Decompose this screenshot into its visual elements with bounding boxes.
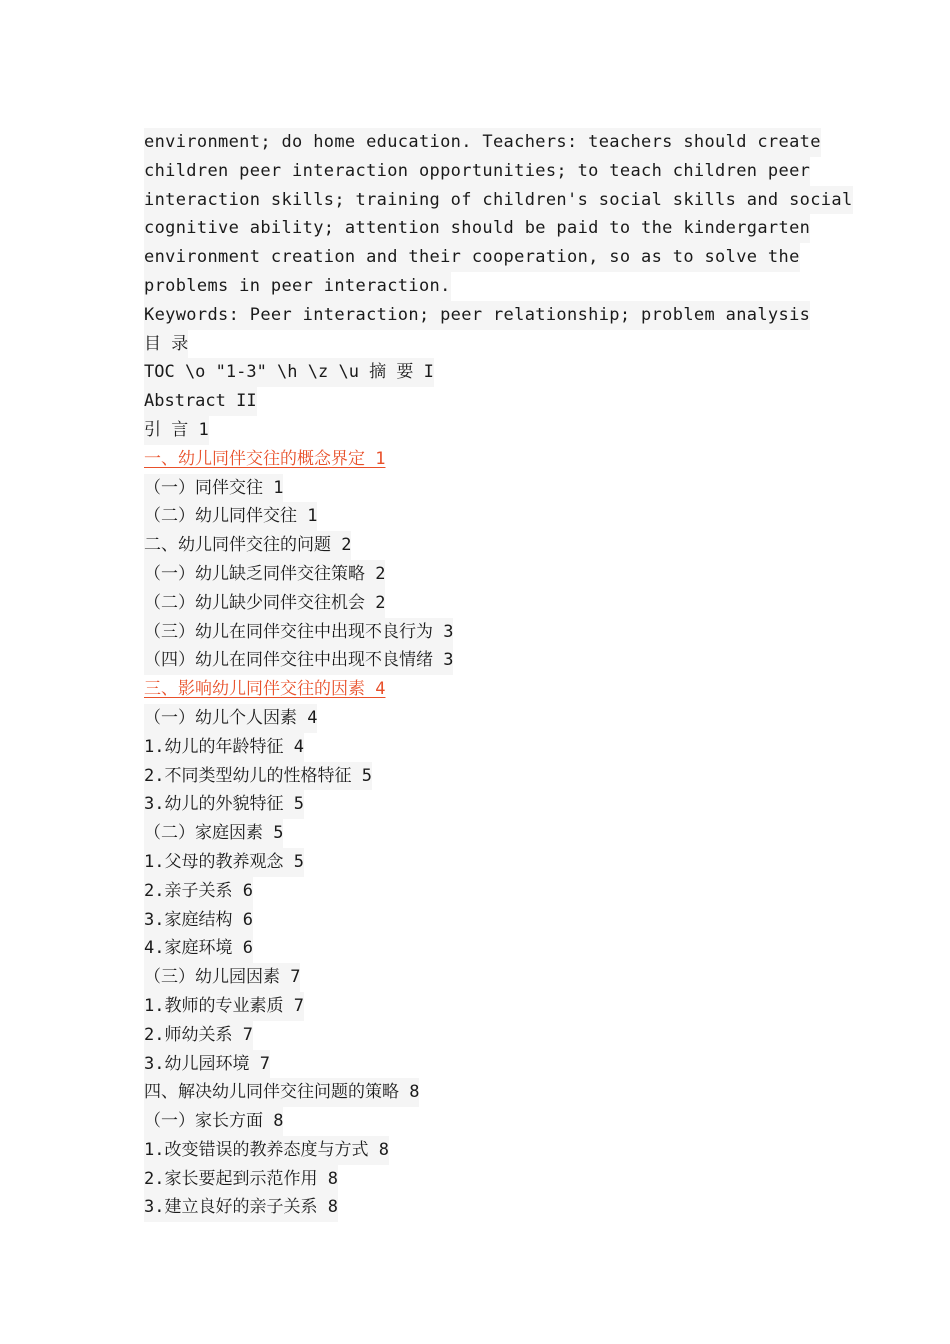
toc-heading: 目 录 — [144, 330, 188, 359]
toc-entry-link[interactable]: 三、影响幼儿同伴交往的因素 4 — [144, 679, 386, 700]
toc-entry: 2.亲子关系 6 — [144, 877, 253, 906]
toc-entry: 4.家庭环境 6 — [144, 934, 253, 963]
toc-entry: 四、解决幼儿同伴交往问题的策略 8 — [144, 1078, 419, 1107]
abstract-section — [144, 128, 853, 330]
abstract-line: environment; do home education. Teachers: teachers should create — [144, 128, 821, 157]
toc-entry: （二）幼儿同伴交往 1 — [144, 502, 317, 531]
toc-entry: 2.不同类型幼儿的性格特征 5 — [144, 762, 372, 791]
abstract-line: problems in peer interaction. — [144, 272, 451, 301]
toc-entry: 2.家长要起到示范作用 8 — [144, 1165, 338, 1194]
toc-entry: 引 言 1 — [144, 416, 209, 445]
toc-entry: （一）幼儿个人因素 4 — [144, 704, 317, 733]
table-of-contents — [144, 330, 844, 1223]
toc-entry: 3.建立良好的亲子关系 8 — [144, 1193, 338, 1222]
toc-entry: （二）幼儿缺少同伴交往机会 2 — [144, 589, 385, 618]
toc-entry-list — [144, 387, 844, 1222]
abstract-line: interaction skills; training of children's social skills and social — [144, 186, 853, 215]
toc-entry: （三）幼儿园因素 7 — [144, 963, 300, 992]
toc-entry: 3.幼儿的外貌特征 5 — [144, 790, 304, 819]
abstract-line: cognitive ability; attention should be paid to the kindergarten — [144, 214, 810, 243]
toc-entry: （四）幼儿在同伴交往中出现不良情绪 3 — [144, 646, 453, 675]
abstract-line: environment creation and their cooperation, so as to solve the — [144, 243, 800, 272]
toc-entry: 二、幼儿同伴交往的问题 2 — [144, 531, 351, 560]
toc-entry: （三）幼儿在同伴交往中出现不良行为 3 — [144, 618, 453, 647]
toc-entry: 1.改变错误的教养态度与方式 8 — [144, 1136, 389, 1165]
toc-entry: 3.幼儿园环境 7 — [144, 1050, 270, 1079]
toc-entry: 1.父母的教养观念 5 — [144, 848, 304, 877]
document-page — [144, 128, 853, 1222]
toc-field-code: TOC \o "1-3" \h \z \u 摘 要 I — [144, 358, 434, 387]
abstract-line: children peer interaction opportunities; to teach children peer — [144, 157, 810, 186]
toc-entry: 3.家庭结构 6 — [144, 906, 253, 935]
toc-entry: 2.师幼关系 7 — [144, 1021, 253, 1050]
toc-entry: （一）同伴交往 1 — [144, 474, 283, 503]
toc-entry: 1.教师的专业素质 7 — [144, 992, 304, 1021]
toc-entry-link[interactable]: 一、幼儿同伴交往的概念界定 1 — [144, 448, 386, 469]
keywords-line: Keywords: Peer interaction; peer relationship; problem analysis — [144, 301, 810, 330]
toc-entry: 1.幼儿的年龄特征 4 — [144, 733, 304, 762]
toc-entry: （一）家长方面 8 — [144, 1107, 283, 1136]
toc-entry: （一）幼儿缺乏同伴交往策略 2 — [144, 560, 385, 589]
toc-entry: Abstract II — [144, 387, 257, 416]
toc-entry: （二）家庭因素 5 — [144, 819, 283, 848]
